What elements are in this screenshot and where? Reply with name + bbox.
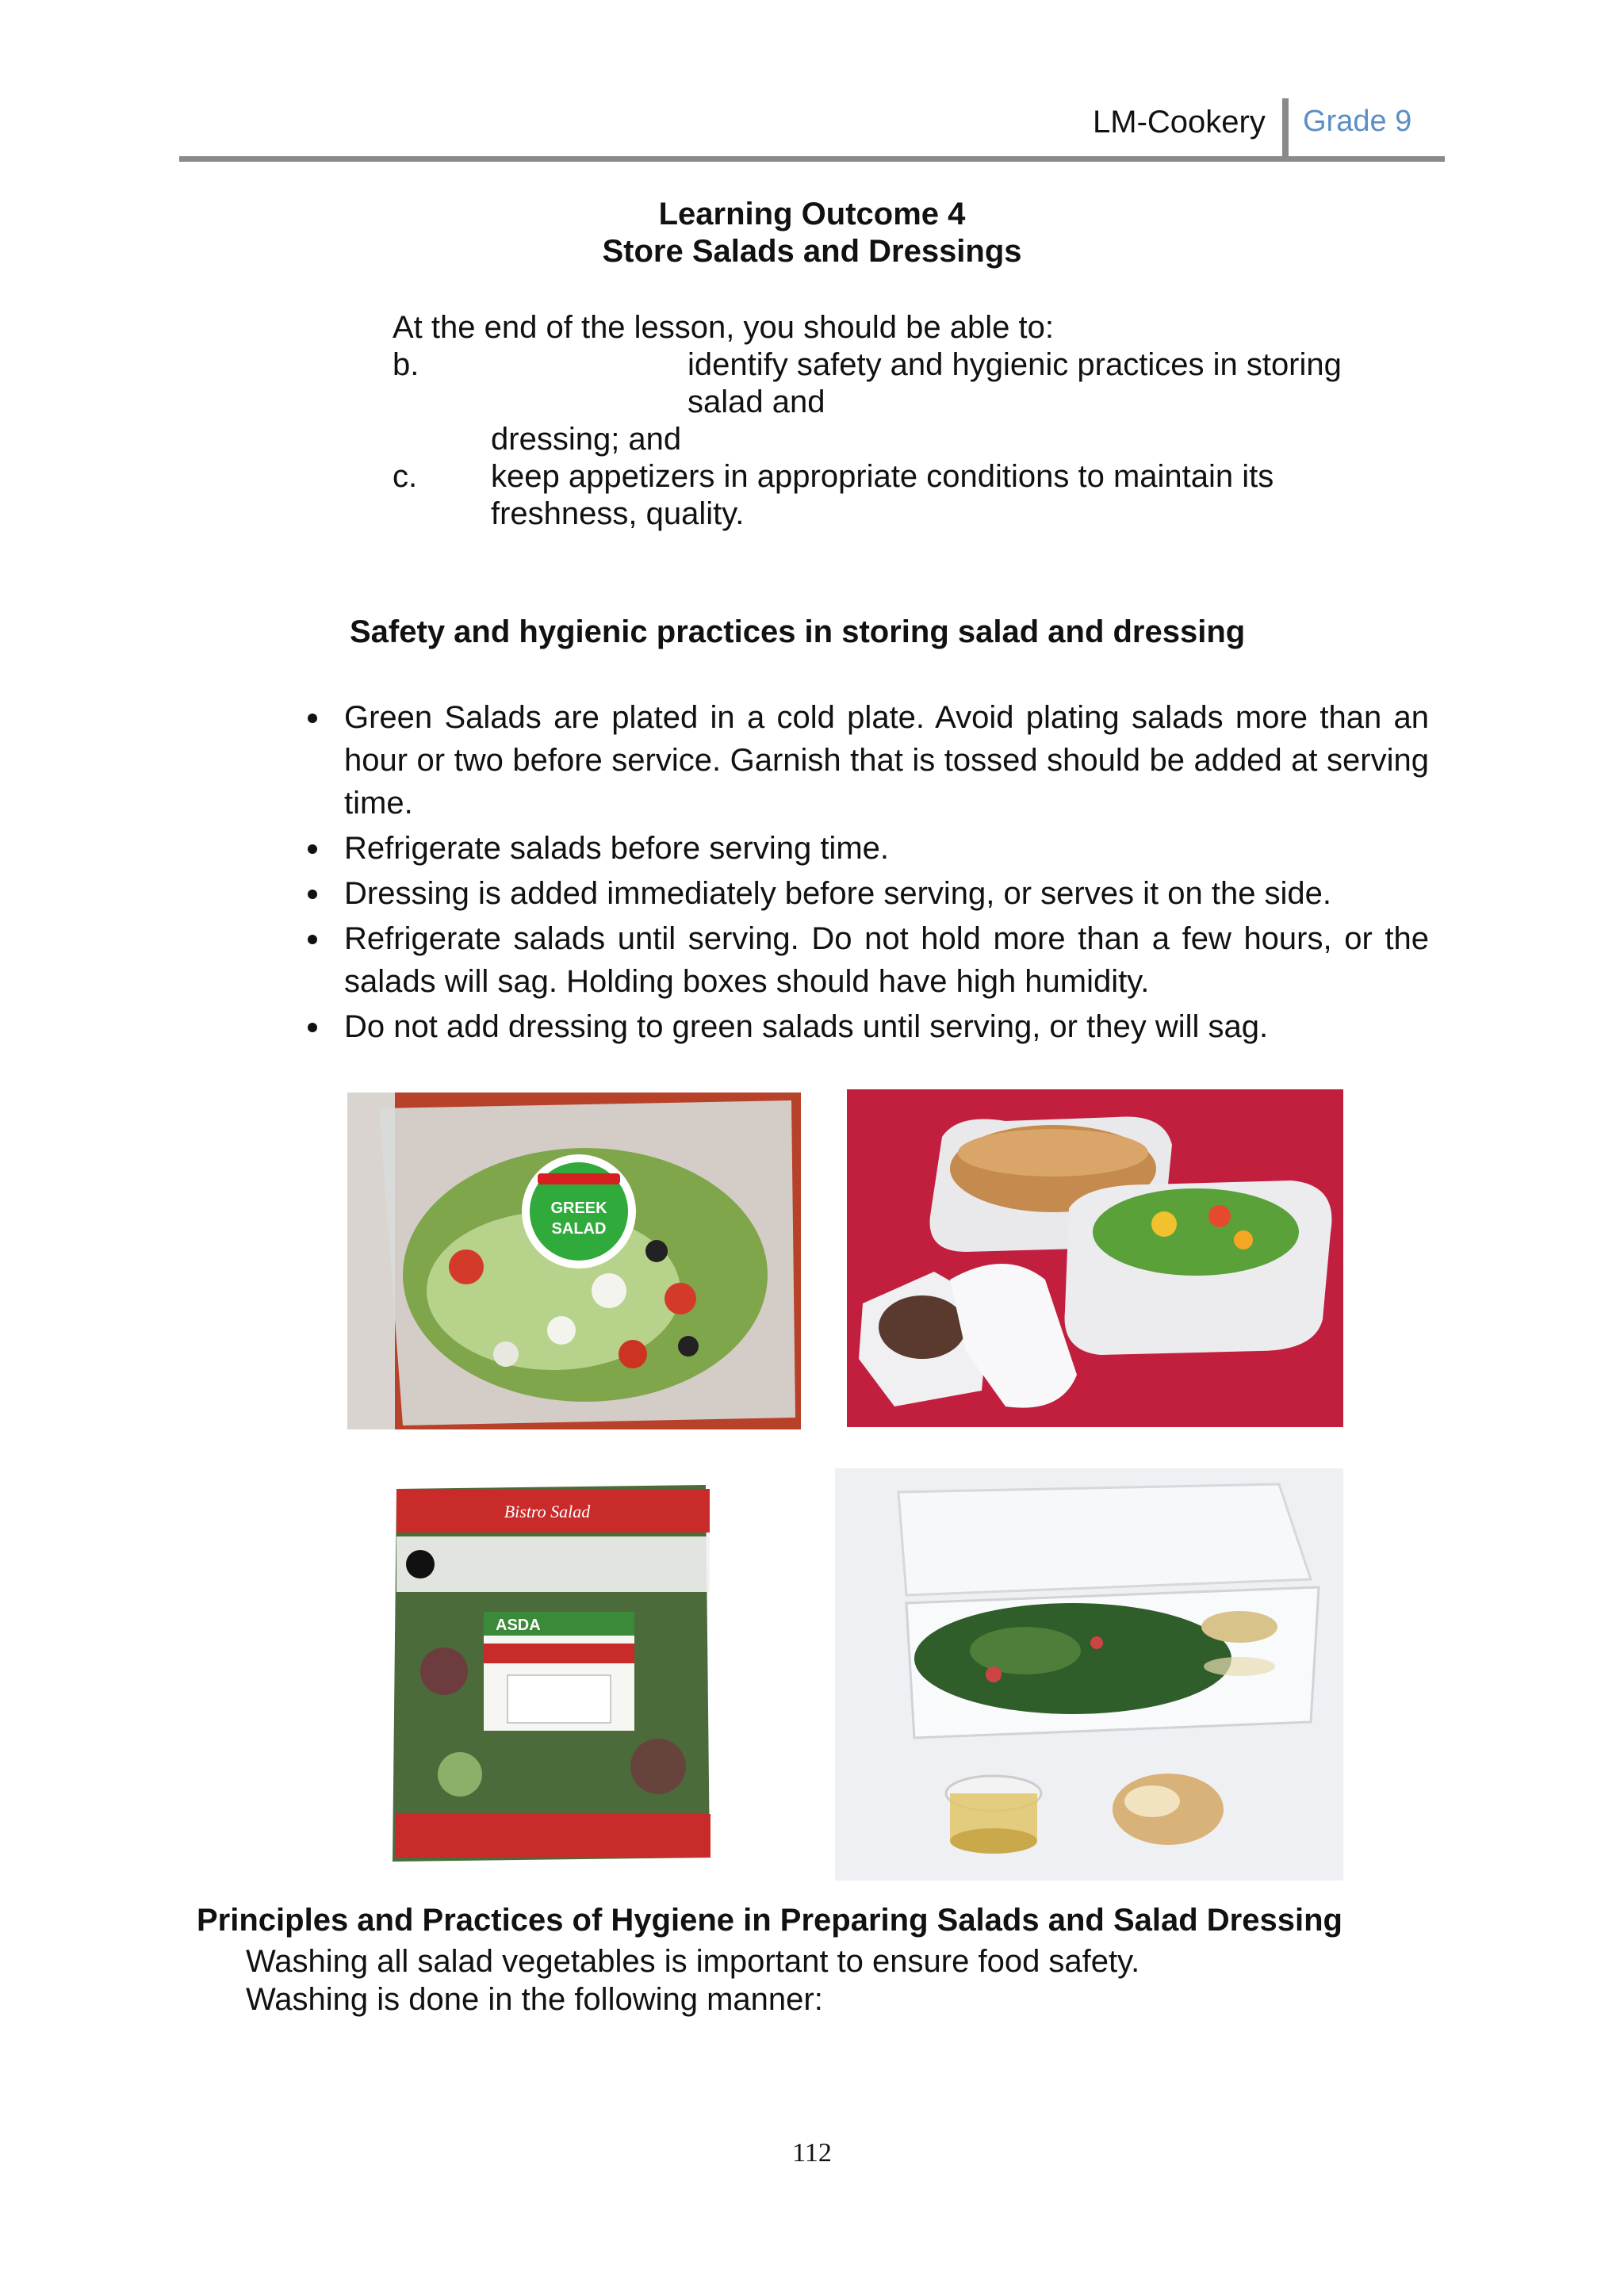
lunch-containers-photo xyxy=(847,1089,1343,1427)
greek-salad-photo xyxy=(347,1093,801,1429)
bagged-salad-photo xyxy=(389,1473,714,1869)
list-item: Refrigerate salads before serving time. xyxy=(303,827,1429,870)
objective-b-line3: dressing; and xyxy=(491,422,682,457)
greek-salad-label-line1: GREEK xyxy=(550,1200,607,1217)
header-rule xyxy=(179,156,1445,162)
bag-store-label: ASDA xyxy=(496,1617,541,1634)
objective-c-line1: keep appetizers in appropriate conditions to maintain its xyxy=(491,459,1274,494)
principles-line-1: Washing all salad vegetables is important to ensure food safety. xyxy=(246,1944,1140,1979)
list-item: Green Salads are plated in a cold plate. Avoid plating salads more than an hour or two before service. Garnish that is tossed should be added at serving time. xyxy=(303,696,1429,825)
list-item: Do not add dressing to green salads until serving, or they will sag. xyxy=(303,1005,1429,1048)
page-number: 112 xyxy=(792,2138,832,2168)
practices-list xyxy=(303,696,1429,1050)
principles-line-2: Washing is done in the following manner: xyxy=(246,1982,823,2017)
section-heading: Safety and hygienic practices in storing salad and dressing xyxy=(350,614,1246,649)
objective-b-line1: identify safety and hygienic practices in storing xyxy=(688,347,1342,382)
objective-c-marker: c. xyxy=(393,459,418,494)
objective-b-marker: b. xyxy=(393,347,419,382)
grade-label: Grade 9 xyxy=(1303,105,1412,138)
list-item: Refrigerate salads until serving. Do not hold more than a few hours, or the salads will sag. Holding boxes should have high humidity. xyxy=(303,917,1429,1003)
header-separator xyxy=(1282,98,1289,159)
objectives-intro: At the end of the lesson, you should be able to: xyxy=(393,310,1054,345)
greek-salad-label-line2: SALAD xyxy=(551,1220,607,1238)
learning-outcome-title: Learning Outcome 4 xyxy=(658,197,966,232)
objective-c-line2: freshness, quality. xyxy=(491,496,745,531)
bag-brand-label: Bistro Salad xyxy=(504,1502,591,1521)
learning-outcome-subtitle: Store Salads and Dressings xyxy=(602,234,1022,269)
clamshell-salad-photo xyxy=(835,1468,1343,1881)
objective-b-line2: salad and xyxy=(688,385,825,419)
list-item: Dressing is added immediately before serving, or serves it on the side. xyxy=(303,872,1429,915)
course-title: LM-Cookery xyxy=(1093,105,1266,140)
principles-heading: Principles and Practices of Hygiene in Preparing Salads and Salad Dressing xyxy=(197,1903,1342,1938)
